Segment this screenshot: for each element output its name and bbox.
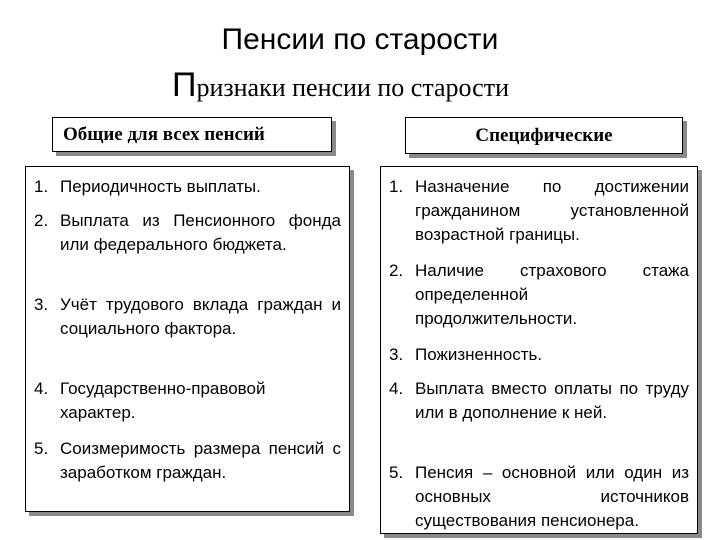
item-text: Учёт трудового вклада граждан и социального фактора. xyxy=(60,295,341,338)
specific-features-box xyxy=(380,166,698,534)
list-item xyxy=(34,175,341,199)
page-title: Пенсии по старости xyxy=(221,23,499,56)
specific-header-box xyxy=(405,117,683,154)
item-text: Назначение по достижении гражданином установленной возрастной границы. xyxy=(415,177,689,244)
item-number: 4. xyxy=(34,379,49,398)
list-item xyxy=(389,377,689,425)
item-number: 2. xyxy=(34,211,49,230)
subtitle-first-letter: П xyxy=(172,66,197,104)
item-number: 5. xyxy=(389,463,404,482)
list-item xyxy=(34,293,341,341)
item-number: 1. xyxy=(34,177,49,196)
list-item xyxy=(34,209,341,257)
item-text: Выплата вместо оплаты по труду или в дополнение к ней. xyxy=(415,379,689,422)
list-item xyxy=(389,461,689,533)
item-number: 4. xyxy=(389,379,404,398)
list-item xyxy=(389,175,689,247)
item-text: Пожизненность. xyxy=(415,345,543,364)
item-text: Пенсия – основной или один из основных источников существования пенсионера. xyxy=(415,463,689,530)
item-text: Соизмеримость размера пенсий с заработком граждан. xyxy=(60,439,341,482)
item-number: 2. xyxy=(389,261,404,280)
page-subtitle xyxy=(172,68,509,105)
item-text: Наличие страхового стажа определенной продолжительности. xyxy=(415,261,689,328)
item-text: Государственно-правовой характер. xyxy=(60,379,266,422)
specific-header-label: Специфические xyxy=(475,124,613,146)
list-item xyxy=(34,377,341,425)
general-features-box xyxy=(25,166,350,512)
general-header-label: Общие для всех пенсий xyxy=(63,123,265,145)
item-text: Выплата из Пенсионного фонда или федерального бюджета. xyxy=(60,211,341,254)
list-item xyxy=(389,343,689,367)
subtitle-rest: ризнаки пенсии по старости xyxy=(196,73,509,102)
list-item xyxy=(389,259,689,331)
general-header-box xyxy=(52,117,332,152)
item-number: 1. xyxy=(389,177,404,196)
list-item xyxy=(34,437,341,485)
item-text: Периодичность выплаты. xyxy=(60,177,261,196)
item-number: 5. xyxy=(34,439,49,458)
item-number: 3. xyxy=(389,345,404,364)
item-number: 3. xyxy=(34,295,49,314)
